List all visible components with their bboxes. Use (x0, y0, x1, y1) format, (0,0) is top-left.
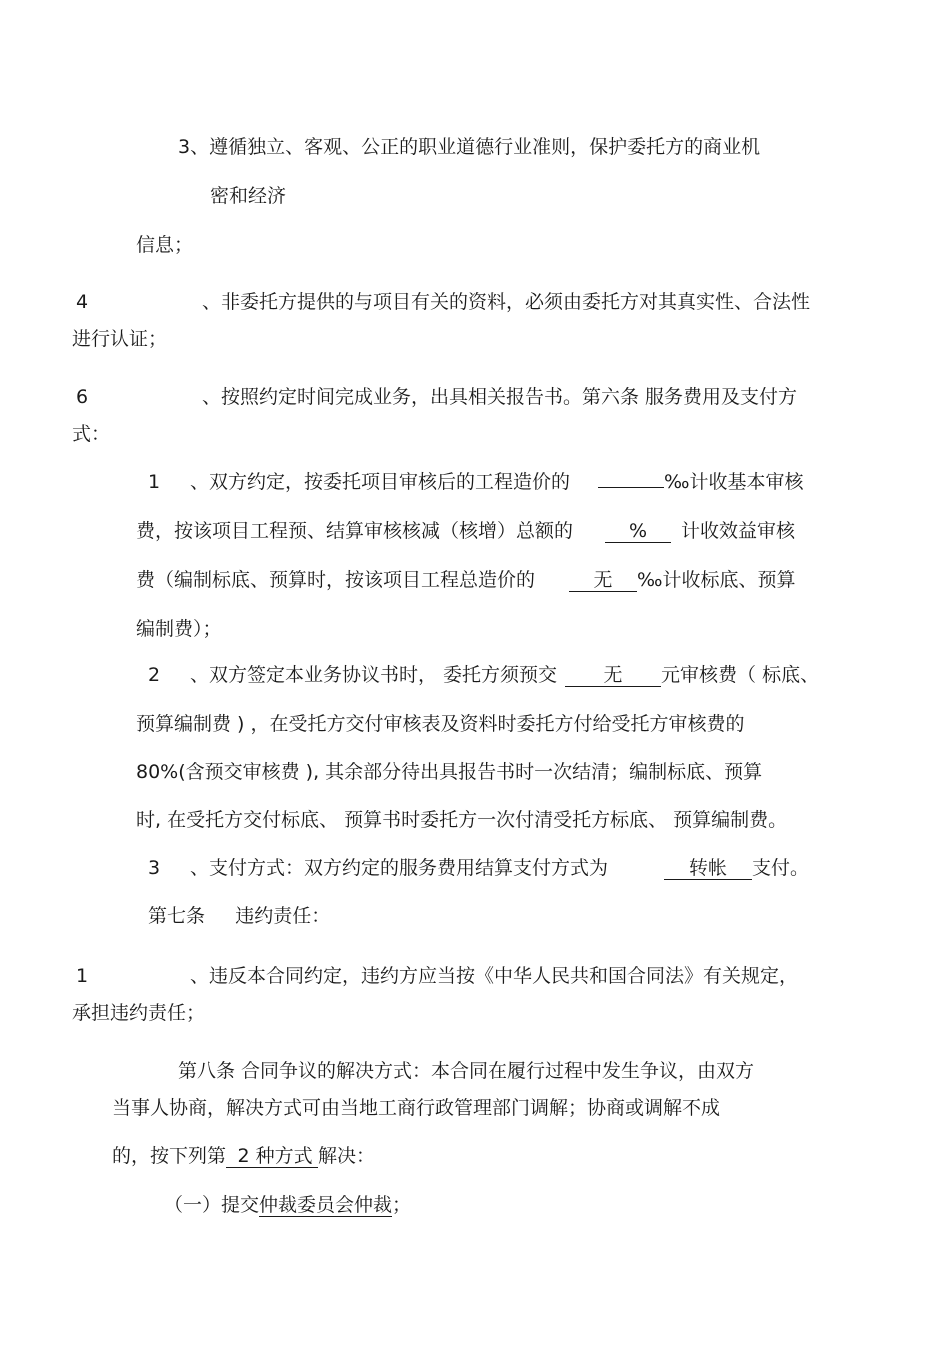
article-8-line-3-text: 的，按下列第 (112, 1145, 227, 1167)
breach-1-line-2: 承担违约责任； (72, 1002, 206, 1024)
article-8-option-1-prefix: （一）提交 (164, 1194, 260, 1216)
fee-3-tail: 支付。 (752, 857, 810, 879)
clause-4-number: 4 (76, 291, 89, 313)
fee-2-line-1-tail: 元审核费（ 标底、 (661, 664, 820, 686)
article-8-line-3 (112, 1144, 375, 1168)
fee-2-line-2: 预算编制费 ) ，在受托方交付审核表及资料时委托方付给受托方审核费的 (136, 713, 745, 735)
fee-3-payment-method-blank: 转帐 (664, 857, 752, 880)
clause-3-line-2: 密和经济 (210, 185, 287, 207)
fee-1-line-4: 编制费）； (136, 618, 222, 640)
article-8-option-1 (164, 1193, 411, 1217)
fee-1-line-3-text: 费（编制标底、预算时，按该项目工程总造价的 (136, 569, 536, 591)
article-8-line-3-tail: 解决： (318, 1145, 376, 1167)
clause-6-line-2: 式： (72, 423, 111, 445)
clause-3-line-3: 信息； (136, 234, 194, 256)
fee-2-line-3: 80%(含预交审核费 ), 其余部分待出具报告书时一次结清；编制标底、预算 (136, 761, 763, 783)
article-8-option-1-tail: ； (392, 1194, 412, 1216)
clause-6-line-1: 、按照约定时间完成业务，出具相关报告书。第六条 服务费用及支付方 (202, 386, 798, 408)
fee-1-line-3-tail: ‰计收标底、预算 (637, 569, 796, 591)
fee-1-line-1-text: 、双方约定，按委托项目审核后的工程造价的 (190, 471, 571, 493)
article-8-line-2: 当事人协商，解决方式可由当地工商行政管理部门调解；协商或调解不成 (112, 1097, 721, 1119)
article-8-method-blank: 2 种方式 (226, 1145, 318, 1168)
fee-1-line-1-tail: ‰计收基本审核 (664, 471, 804, 493)
fee-1-budget-rate-blank: 无 (569, 569, 637, 592)
breach-1-line-1: 、违反本合同约定，违约方应当按《中华人民共和国合同法》有关规定， (190, 965, 799, 987)
fee-3-text: 、支付方式：双方约定的服务费用结算支付方式为 (190, 857, 609, 879)
breach-1-number: 1 (76, 965, 89, 987)
fee-1-basic-rate-blank (598, 487, 664, 488)
fee-1-line-3 (136, 568, 796, 592)
fee-3-line (190, 856, 809, 880)
article-8-line-1: 第八条 合同争议的解决方式：本合同在履行过程中发生争议，由双方 (178, 1060, 755, 1082)
fee-3-number: 3 (148, 857, 161, 879)
fee-1-line-2-tail: 计收效益审核 (681, 520, 796, 542)
clause-6-number: 6 (76, 386, 89, 408)
fee-1-line-2 (136, 519, 795, 543)
fee-2-line-4: 时, 在受托方交付标底、 预算书时委托方一次付清受托方标底、 预算编制费。 (136, 809, 788, 831)
fee-2-prepay-blank: 无 (565, 664, 661, 687)
clause-3-line-1: 3、遵循独立、客观、公正的职业道德行业准则，保护委托方的商业机 (178, 136, 761, 158)
fee-1-benefit-rate-blank: % (605, 520, 671, 543)
fee-2-line-1 (190, 663, 819, 687)
fee-1-line-1 (190, 470, 804, 494)
clause-4-line-1: 、非委托方提供的与项目有关的资料，必须由委托方对其真实性、合法性 (202, 291, 811, 313)
fee-2-number: 2 (148, 664, 161, 686)
fee-1-number: 1 (148, 471, 161, 493)
clause-4-line-2: 进行认证； (72, 328, 168, 350)
fee-1-line-2-text: 费，按该项目工程预、结算审核核减（核增）总额的 (136, 520, 574, 542)
fee-2-line-1-text: 、双方签定本业务协议书时， 委托方须预交 (190, 664, 558, 686)
article-8-option-1-underlined: 仲裁委员会仲裁 (259, 1194, 393, 1216)
article-7-heading: 第七条 违约责任： (148, 905, 331, 927)
